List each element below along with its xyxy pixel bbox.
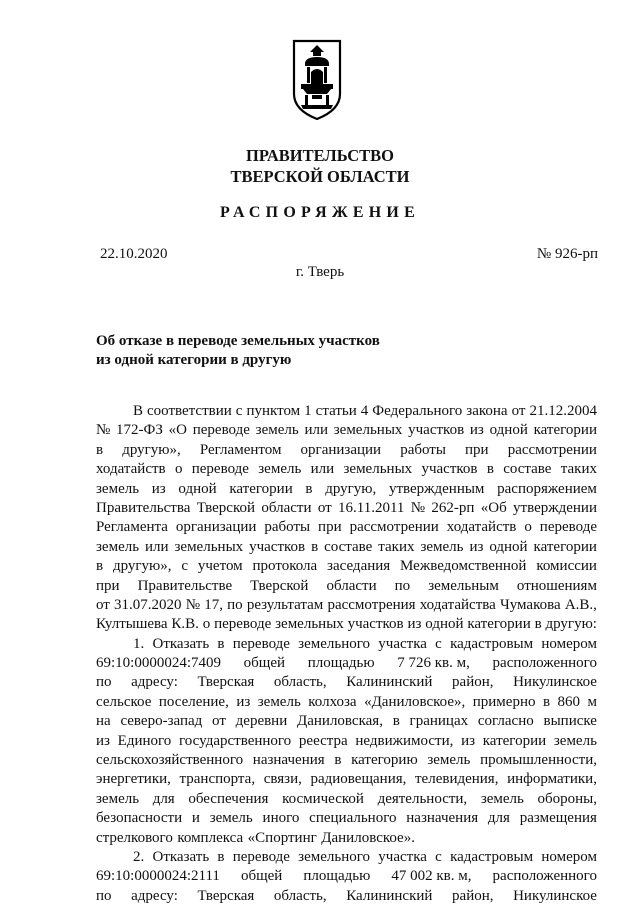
body-text-line — [96, 829, 597, 848]
body-word: № — [410, 499, 426, 516]
body-word: из — [96, 732, 110, 749]
body-word: соответствии — [147, 403, 232, 419]
body-word: заседания — [327, 558, 391, 575]
body-word: составе — [503, 461, 552, 478]
body-word: 31.07.2020 — [114, 596, 182, 613]
body-word: распоряжением — [497, 480, 597, 497]
body-word: от — [317, 499, 332, 516]
body-text-line — [96, 654, 597, 673]
body-word: «Даниловское», — [364, 693, 466, 710]
body-word: земель — [209, 810, 253, 827]
body-word: в — [542, 693, 551, 710]
body-text-line — [96, 751, 597, 770]
body-word: Калининский — [346, 674, 433, 691]
body-word: государственного — [179, 732, 292, 749]
document-body — [96, 402, 597, 906]
body-text-line — [96, 402, 597, 421]
body-word: 69:10:0000024:7409 — [96, 655, 222, 672]
body-word: Правительства — [96, 499, 191, 516]
body-word: из — [407, 616, 422, 633]
body-word: 1 — [304, 403, 312, 419]
body-text-line — [96, 712, 597, 731]
body-word: Даниловское». — [321, 829, 415, 846]
body-word: категории — [467, 616, 531, 633]
body-word: Никулинское — [513, 674, 597, 691]
body-word: из — [469, 538, 484, 555]
body-word: по — [96, 674, 112, 691]
body-word: обороны, — [537, 790, 597, 807]
body-word: м — [587, 693, 597, 710]
body-word: Тверская — [197, 674, 255, 691]
body-word: при — [465, 441, 489, 458]
document-type-title: РАСПОРЯЖЕНИЕ — [220, 204, 420, 221]
body-word: о — [174, 461, 183, 478]
body-word: Отказать — [152, 635, 210, 652]
body-word: другую», — [112, 558, 172, 575]
body-word: номером — [541, 635, 597, 652]
body-word: 21.12.2004 — [529, 403, 597, 419]
body-word: область, — [273, 887, 327, 904]
body-word: из — [461, 732, 476, 749]
body-word: земель — [255, 422, 299, 439]
body-word: выписке — [543, 713, 597, 730]
body-word: район, — [452, 887, 494, 904]
body-word: Тверской — [196, 499, 256, 516]
body-word: учетом — [197, 558, 243, 575]
body-word: обеспечения — [188, 790, 269, 807]
body-text-line — [96, 770, 597, 789]
body-word: с — [435, 635, 442, 652]
body-word: одной — [178, 480, 217, 497]
body-word: назначения — [406, 810, 479, 827]
body-word: составе — [324, 538, 373, 555]
body-word: земель — [480, 790, 524, 807]
body-word: переводе — [539, 519, 597, 536]
body-word: Калининский — [346, 887, 433, 904]
body-word: адресу: — [131, 674, 178, 691]
body-word: земельных — [174, 538, 244, 555]
body-word: 47 002 кв. м, — [391, 868, 472, 885]
body-word: при — [318, 519, 342, 536]
body-word: участков — [249, 538, 306, 555]
body-word: или — [145, 538, 169, 555]
body-word: для — [152, 790, 175, 807]
body-word: транспорта, — [179, 771, 256, 788]
tver-coat-of-arms-emblem — [291, 38, 343, 122]
body-word: примерно — [472, 693, 536, 710]
body-word: и — [191, 810, 200, 827]
body-word: «Об — [480, 499, 507, 516]
body-word: 262-рп — [431, 499, 475, 516]
subject-line: Об отказе в переводе земельных участков — [96, 333, 380, 349]
body-word: земель — [427, 752, 471, 769]
body-word: участков — [347, 616, 404, 633]
body-word: деревни — [235, 713, 288, 730]
body-word: 7 726 кв. м, — [397, 655, 470, 672]
body-word: Единого — [117, 732, 172, 749]
body-word: границах — [409, 713, 469, 730]
body-word: в — [534, 616, 542, 633]
body-word: энергетики, — [96, 771, 171, 788]
body-word: 1. — [133, 635, 145, 652]
body-word: рассмотрении — [507, 441, 597, 458]
body-word: или — [304, 422, 328, 439]
body-word: таких — [560, 461, 597, 478]
body-word: 69:10:0000024:2111 — [96, 868, 220, 885]
body-text-line — [96, 732, 597, 751]
body-word: в — [96, 441, 104, 458]
body-word: от — [511, 403, 526, 419]
body-word: от — [96, 596, 110, 613]
body-word: пунктом — [246, 403, 301, 419]
body-word: Регламентом — [199, 441, 282, 458]
body-word: А.В., — [564, 596, 597, 613]
body-word: земель — [258, 461, 302, 478]
body-text-line — [96, 518, 597, 537]
organization-name-line2: ТВЕРСКОЙ ОБЛАСТИ — [230, 167, 410, 186]
body-word: согласно — [477, 713, 534, 730]
body-word: кадастровым — [450, 635, 534, 652]
body-word: при — [96, 577, 120, 594]
body-word: Никулинское — [513, 887, 597, 904]
body-word: земель — [420, 538, 464, 555]
body-word: земельным — [428, 577, 499, 594]
body-text-line — [96, 615, 597, 634]
body-word: ходатайства — [419, 596, 496, 613]
body-text-line — [96, 441, 597, 460]
body-word: в — [392, 713, 400, 730]
body-word: переводе — [214, 616, 272, 633]
body-word: недвижимости, — [355, 732, 454, 749]
body-word: из — [469, 422, 484, 439]
body-word: ходатайств — [96, 461, 166, 478]
body-word: другую: — [545, 616, 597, 633]
body-word: 17, — [204, 596, 223, 613]
body-word: Тверской — [250, 577, 309, 594]
body-word: на — [96, 713, 111, 730]
body-word: адресу: — [131, 887, 178, 904]
body-word: земельных — [275, 616, 344, 633]
body-word: работы — [400, 441, 446, 458]
body-word: земель — [96, 790, 140, 807]
body-word: 860 — [557, 693, 580, 710]
body-word: одной — [489, 422, 528, 439]
body-word: В — [133, 403, 144, 419]
body-word: 2. — [133, 848, 145, 865]
document-city: г. Тверь — [295, 264, 345, 280]
body-word: иного — [262, 810, 300, 827]
organization-name-line1: ПРАВИТЕЛЬСТВО — [246, 146, 394, 165]
body-word: информатики, — [507, 771, 597, 788]
body-word: стрелкового — [96, 829, 173, 846]
document-number: № 926-рп — [536, 246, 598, 262]
body-word: Чумакова — [499, 596, 561, 613]
body-word: сельскохозяйственного — [96, 752, 244, 769]
body-word: реестра — [298, 732, 348, 749]
body-word: с — [235, 403, 243, 419]
body-word: переводе — [191, 461, 249, 478]
body-word: о — [524, 519, 532, 536]
body-word: земель — [96, 538, 140, 555]
body-text-line — [96, 557, 597, 576]
body-word: поселение, — [158, 693, 229, 710]
body-word: по — [96, 887, 112, 904]
body-word: утвержденным — [388, 480, 485, 497]
body-word: категории — [482, 732, 547, 749]
body-word: отношениям — [516, 577, 597, 594]
body-word: северо-запад — [120, 713, 203, 730]
body-text-line — [96, 480, 597, 499]
body-word: № — [185, 596, 201, 613]
body-word: назначения — [252, 752, 325, 769]
body-word: земельного — [298, 635, 371, 652]
body-word: организации — [175, 519, 257, 536]
body-word: «Спортинг — [247, 829, 317, 846]
body-word: переводе — [192, 422, 250, 439]
body-word: результатам — [246, 596, 324, 613]
body-text-line — [96, 867, 597, 886]
body-word: в — [96, 558, 104, 575]
body-word: организации — [300, 441, 382, 458]
body-text-line — [96, 809, 597, 828]
body-word: рассмотрении — [349, 519, 439, 536]
body-word: земель — [257, 693, 301, 710]
body-word: из — [236, 693, 251, 710]
body-word: общей — [240, 868, 283, 885]
body-word: площадью — [303, 868, 371, 885]
body-word: 172-ФЗ — [116, 422, 163, 439]
body-word: переводе — [232, 635, 290, 652]
body-word: участка — [378, 635, 427, 652]
body-word: категории — [533, 422, 597, 439]
body-text-line — [96, 790, 597, 809]
body-word: Правительстве — [137, 577, 233, 594]
body-text-line — [96, 848, 597, 867]
body-word: область, — [273, 674, 327, 691]
body-word: промышленности, — [480, 752, 597, 769]
body-text-line — [96, 596, 597, 615]
body-word: от — [212, 713, 226, 730]
body-word: категории — [229, 480, 293, 497]
body-word: Федерального — [372, 403, 463, 419]
body-text-line — [96, 460, 597, 479]
body-word: рассмотрения — [327, 596, 416, 613]
body-word: статьи — [315, 403, 357, 419]
body-text-line — [96, 538, 597, 557]
body-text-line — [96, 499, 597, 518]
body-word: земель — [553, 732, 597, 749]
body-text-line — [96, 673, 597, 692]
body-word: другую», — [122, 441, 181, 458]
body-word: Култышева — [96, 616, 168, 633]
body-word: колхоза — [308, 693, 357, 710]
document-subject — [96, 332, 380, 370]
body-word: Даниловская, — [297, 713, 383, 730]
body-word: земельного — [298, 848, 371, 865]
body-word: категории — [533, 538, 597, 555]
body-word: в — [334, 752, 342, 769]
body-word: земель — [96, 480, 140, 497]
body-word: о — [202, 616, 211, 633]
body-word: сельское — [96, 693, 152, 710]
body-word: участков — [421, 461, 478, 478]
body-word: таких — [378, 538, 415, 555]
body-word: категорию — [351, 752, 418, 769]
body-word: с — [181, 558, 189, 575]
body-word: безопасности — [96, 810, 183, 827]
body-word: в — [311, 538, 319, 555]
body-word: земельных — [343, 461, 413, 478]
body-word: участков — [408, 422, 465, 439]
body-word: район, — [452, 674, 494, 691]
body-text-line — [96, 887, 597, 906]
body-word: по — [394, 577, 411, 594]
body-text-line — [96, 635, 597, 654]
body-word: Регламента — [96, 519, 168, 536]
body-word: специального — [309, 810, 397, 827]
body-word: одной — [489, 538, 528, 555]
body-word: одной — [425, 616, 464, 633]
body-word: с — [435, 848, 442, 865]
body-word: или — [310, 461, 335, 478]
body-word: Тверская — [197, 887, 255, 904]
body-word: расположенного — [492, 868, 597, 885]
body-word: комплекса — [177, 829, 244, 846]
body-word: из — [151, 480, 166, 497]
body-word: расположенного — [492, 655, 597, 672]
body-word: Отказать — [152, 848, 210, 865]
body-word: области — [326, 577, 377, 594]
document-date: 22.10.2020 — [100, 246, 168, 262]
body-word: в — [217, 848, 225, 865]
body-word: закона — [466, 403, 508, 419]
body-word: «О — [168, 422, 187, 439]
body-word: радиовещания, — [310, 771, 407, 788]
body-word: области — [261, 499, 312, 516]
body-word: 4 — [360, 403, 369, 419]
body-word: связи, — [263, 771, 302, 788]
body-word: комиссии — [536, 558, 597, 575]
body-word: 16.11.2011 — [338, 499, 405, 516]
body-word: утверждении — [513, 499, 597, 516]
body-word: космической — [282, 790, 364, 807]
body-word: кадастровым — [450, 848, 534, 865]
body-word: протокола — [252, 558, 318, 575]
body-word: в — [305, 480, 313, 497]
body-word: в — [486, 461, 494, 478]
body-word: деятельности, — [377, 790, 468, 807]
body-word: К.В. — [171, 616, 199, 633]
body-word: в — [217, 635, 225, 652]
body-word: ходатайств — [446, 519, 517, 536]
body-word: земельных — [333, 422, 403, 439]
body-word: работы — [264, 519, 311, 536]
body-text-line — [96, 421, 597, 440]
body-word: телевидения, — [415, 771, 499, 788]
body-word: по — [227, 596, 243, 613]
body-word: общей — [243, 655, 286, 672]
body-word: № — [96, 422, 111, 439]
body-word: переводе — [232, 848, 290, 865]
body-word: участка — [378, 848, 427, 865]
body-word: размещения — [519, 810, 597, 827]
body-word: для — [487, 810, 510, 827]
body-text-line — [96, 693, 597, 712]
body-word: площадью — [307, 655, 375, 672]
body-word: номером — [541, 848, 597, 865]
body-text-line — [96, 577, 597, 596]
subject-line: из одной категории в другую — [96, 352, 292, 368]
body-word: Межведомственной — [400, 558, 527, 575]
body-word: другую, — [325, 480, 377, 497]
